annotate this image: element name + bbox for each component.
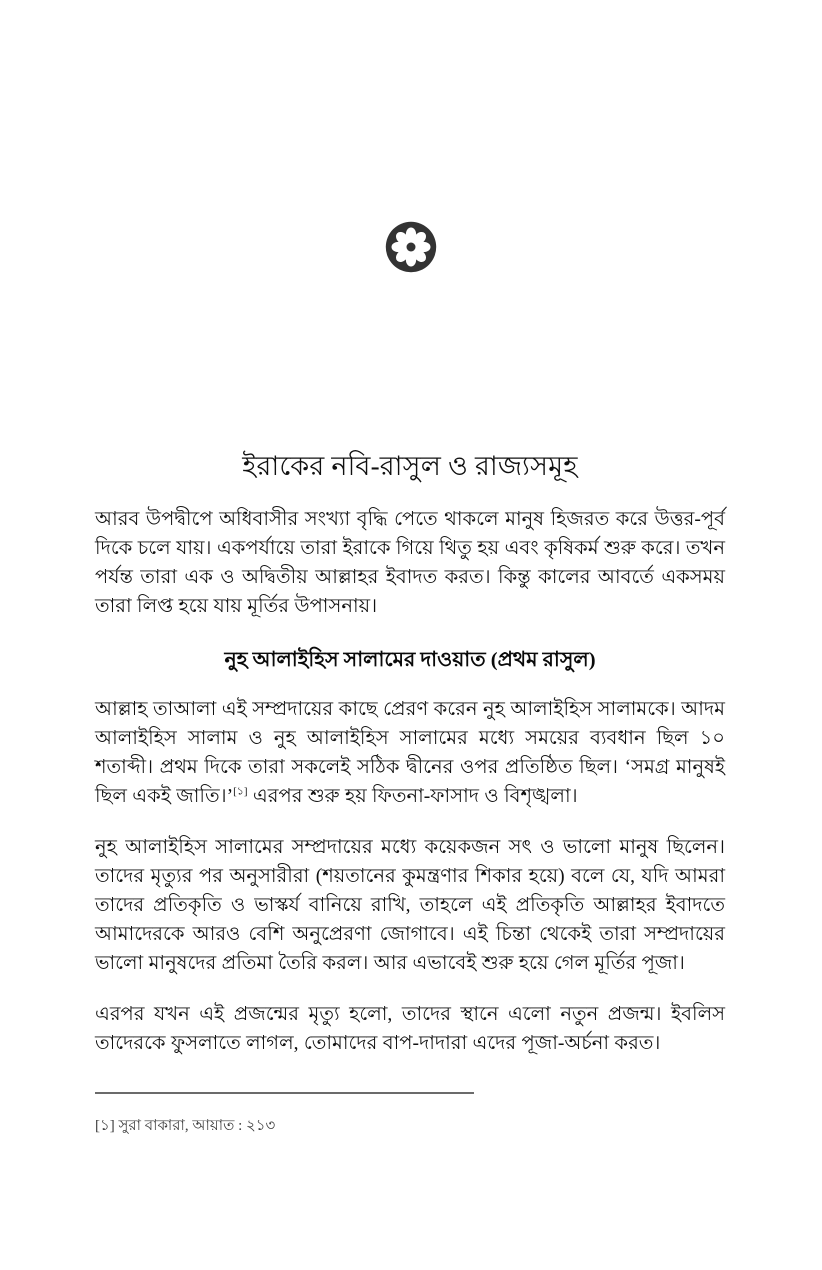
paragraph-1: আরব উপদ্বীপে অধিবাসীর সংখ্যা বৃদ্ধি পেতে থাকলে মানুষ হিজরত করে উত্তর-পূর্ব দিকে চলে যায়। একপর্যায়ে তারা ইরাকে গিয়ে থিতু হয় এবং কৃষিকর্ম শুরু করে। তখন পর্যন্ত তারা এক ও অদ্বিতীয় আল্লাহর ইবাদত করত। কিন্তু কালের আবর্তে একসময় তারা লিপ্ত হয়ে যায় মূর্তির উপাসনায়।: [95, 509, 725, 617]
footnote-entry: [95, 1115, 695, 1137]
paragraph-4: এরপর যখন এই প্রজন্মের মৃত্যু হলো, তাদের স্থানে এলো নতুন প্রজন্ম। ইবলিস তাদেরকে ফুসলাতে লাগল, তোমাদের বাপ-দাদারা এদের পূজা-অর্চনা করত।: [95, 1004, 725, 1054]
floral-rosette-ornament-icon: [381, 217, 441, 277]
chapter-title: ইরাকের নবি-রাসুল ও রাজ্যসমূহ: [242, 451, 578, 482]
footnote-separator-rule: [95, 1092, 474, 1094]
paragraph-2-text-after-ref: এরপর শুরু হয় ফিতনা-ফাসাদ ও বিশৃঙ্খলা।: [247, 786, 578, 807]
footnote-citation-text: সুরা বাকারা, আয়াত : ২১৩: [118, 1118, 276, 1134]
paragraph-spacer: [95, 978, 725, 1000]
section-heading-nuh-dawat: নুহ আলাইহিস সালামের দাওয়াত (প্রথম রাসুল): [224, 649, 596, 671]
paragraph-spacer: [95, 811, 725, 833]
footnote-reference-1[interactable]: [১]: [233, 785, 248, 798]
paragraph-2: [95, 695, 725, 811]
ornament-container: [0, 217, 822, 277]
paragraph-2-text-before-ref: আল্লাহ তাআলা এই সম্প্রদায়ের কাছে প্রেরণ করেন নুহ আলাইহিস সালামকে। আদম আলাইহিস সালাম ও নুহ আলাইহিস সালামের মধ্যে সময়ের ব্যবধান ছিল ১০ শতাব্দী। প্রথম দিকে তারা সকলেই সঠিক দ্বীনের ওপর প্রতিষ্ঠিত ছিল। ‘সমগ্র মানুষই ছিল একই জাতি।’: [95, 699, 725, 807]
paragraph-3: নুহ আলাইহিস সালামের সম্প্রদায়ের মধ্যে কয়েকজন সৎ ও ভালো মানুষ ছিলেন। তাদের মৃত্যুর পর অনুসারীরা (শয়তানের কুমন্ত্রণার শিকার হয়ে) বলে যে, যদি আমরা তাদের প্রতিকৃতি ও ভাস্কর্য বানিয়ে রাখি, তাহলে এই প্রতিকৃতি আল্লাহর ইবাদতে আমাদেরকে আরও বেশি অনুপ্রেরণা জোগাবে। এই চিন্তা থেকেই তারা সম্প্রদায়ের ভালো মানুষদের প্রতিমা তৈরি করল। আর এভাবেই শুরু হয়ে গেল মূর্তির পূজা।: [95, 837, 725, 974]
footnote-marker: [১]: [95, 1118, 115, 1134]
page-content: [95, 505, 725, 1058]
